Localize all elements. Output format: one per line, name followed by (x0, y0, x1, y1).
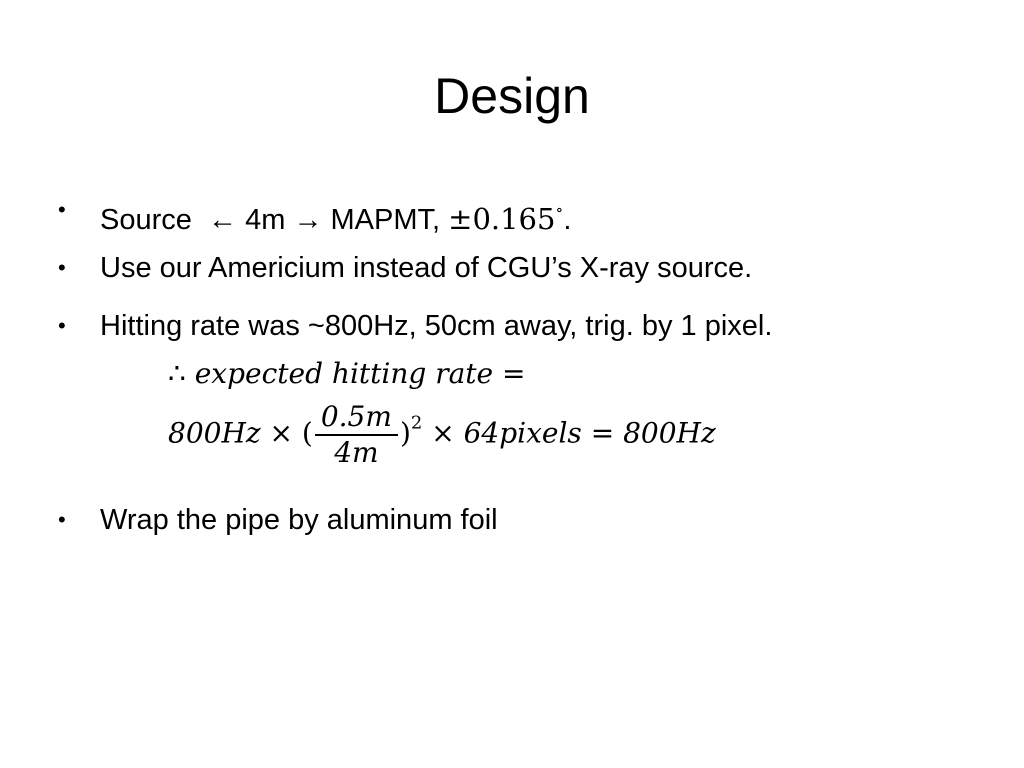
formula-line-2 (168, 400, 716, 470)
base-rate: 800Hz (168, 416, 261, 450)
bullet-icon: • (58, 313, 66, 338)
sentence-end: . (563, 204, 572, 236)
bullet-icon: • (58, 507, 66, 532)
times-sign: × (269, 416, 293, 450)
result-rate: 800Hz (623, 416, 716, 450)
close-paren: ) (399, 416, 411, 450)
bullet-text-americium: Use our Americium instead of CGU’s X-ray source. (100, 252, 753, 284)
equals-sign-2: = (590, 416, 615, 450)
arrow-left-icon: ← (208, 204, 238, 236)
distance-label: 4m (245, 204, 286, 236)
equals-sign: = (502, 357, 526, 390)
arrow-right-icon: → (293, 204, 323, 236)
formula-line-1 (168, 356, 526, 392)
plusminus-symbol: ± (448, 202, 473, 236)
bullet-text-aluminum: Wrap the pipe by aluminum foil (100, 504, 498, 536)
fraction-numerator: 0.5m (315, 400, 398, 436)
bullet-item-americium (58, 248, 752, 288)
bullet-text-hitting-rate: Hitting rate was ~800Hz, 50cm away, trig. by 1 pixel. (100, 310, 773, 342)
bullet-text-source (100, 190, 571, 240)
fraction-denominator: 4m (334, 436, 379, 469)
bullet-icon: • (58, 197, 66, 222)
exponent: 2 (410, 412, 423, 434)
detector-label: MAPMT, (330, 204, 441, 236)
angle-value: 0.165 (472, 202, 556, 236)
bullet-item-source (58, 190, 571, 240)
bullet-icon: • (58, 255, 66, 280)
open-paren: ( (301, 416, 313, 450)
bullet-item-aluminum (58, 500, 498, 540)
formula-label: expected hitting rate (194, 357, 494, 390)
pixel-count: 64pixels (463, 416, 582, 450)
degree-symbol: ∘ (555, 200, 564, 219)
therefore-symbol: ∴ (168, 357, 186, 390)
bullet-item-hitting-rate (58, 306, 772, 346)
source-label: Source (100, 204, 192, 236)
times-sign-2: × (431, 416, 455, 450)
distance-fraction (315, 400, 398, 470)
slide-title: Design (434, 68, 590, 124)
